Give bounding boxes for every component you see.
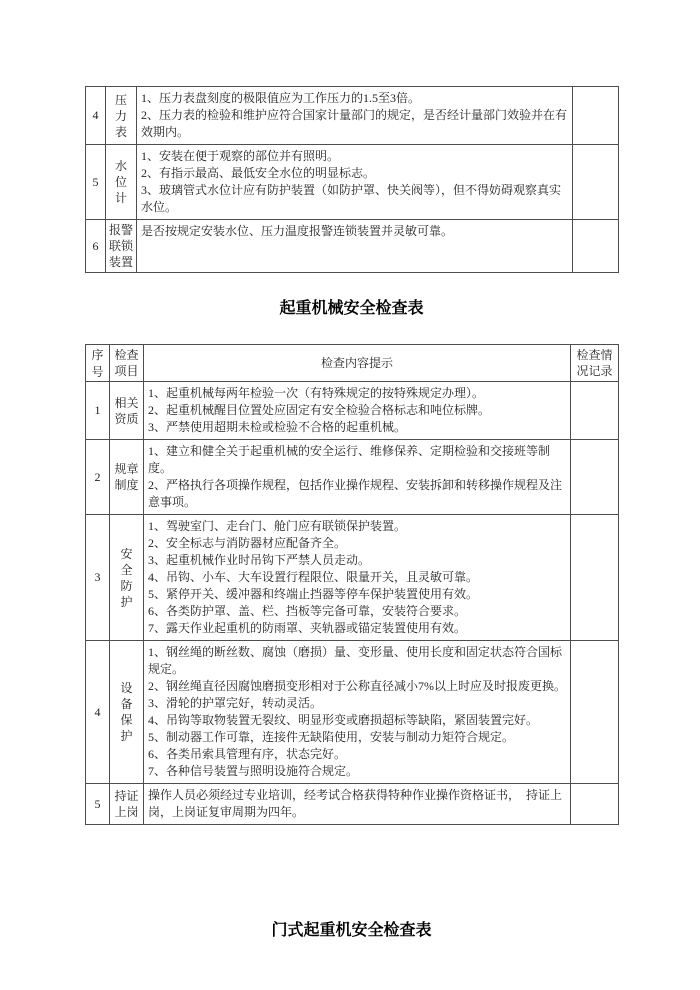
table-row xyxy=(86,145,619,220)
header-line: 序 xyxy=(91,348,104,362)
section-title-crane-checklist: 起重机械安全检查表 xyxy=(279,300,424,317)
content-line: 操作人员必须经过专业培训，经考试合格获得特种作业操作资格证书， 持证上岗，上岗证复审周期为四年。 xyxy=(148,788,563,819)
item-line: 规章 xyxy=(114,462,139,476)
record-cell xyxy=(571,784,619,825)
content-cell xyxy=(144,440,571,515)
record-cell xyxy=(571,440,619,515)
item-line: 资质 xyxy=(114,411,139,426)
content-line: 是否按规定安装水位、压力温度报警连锁装置并灵敏可靠。 xyxy=(141,224,454,238)
table-row xyxy=(86,87,619,145)
content-line: 3、严禁使用超期未检或检验不合格的起重机械。 xyxy=(148,420,407,434)
item-cell xyxy=(110,641,144,784)
header-line: 号 xyxy=(91,365,104,379)
item-line: 护 xyxy=(120,729,133,743)
content-line: 4、吊钩、小车、大车设置行程限位、限量开关，且灵敏可靠。 xyxy=(148,570,479,584)
content-line: 2、起重机械醒目位置处应固定有安全检验合格标志和吨位标牌。 xyxy=(148,403,491,417)
content-line: 3、滑轮的护罩完好，转动灵活。 xyxy=(148,696,323,710)
table-row xyxy=(86,515,619,641)
item-line: 保 xyxy=(120,713,133,727)
item-line: 持证 xyxy=(114,789,139,803)
content-cell xyxy=(137,220,573,273)
content-line: 2、压力表的检验和维护应符合国家计量部门的规定，是否经计量部门效验并在有效期内。 xyxy=(141,108,568,139)
row-number-cell: 1 xyxy=(86,382,110,440)
item-line: 相关 xyxy=(114,395,139,410)
header-item-cell xyxy=(110,345,144,382)
section-title-gantry-checklist: 门式起重机安全检查表 xyxy=(271,922,432,939)
item-line: 装置 xyxy=(108,255,133,269)
item-line: 设 xyxy=(120,681,133,695)
content-line: 3、玻璃管式水位计应有防护装置（如防护罩、快关阀等），但不得妨碍观察真实水位。 xyxy=(141,183,562,214)
item-line: 全 xyxy=(120,562,133,577)
table-header-row xyxy=(86,345,619,382)
table-row xyxy=(86,220,619,273)
record-cell xyxy=(573,220,619,273)
item-line: 上岗 xyxy=(114,805,139,819)
row-number-cell: 2 xyxy=(86,440,110,515)
content-line: 2、钢丝绳直径因腐蚀磨损变形相对于公称直径减小7%以上时应及时报废更换。 xyxy=(148,679,566,693)
content-line: 1、压力表盘刻度的极限值应为工作压力的1.5至3倍。 xyxy=(141,91,421,105)
item-line: 表 xyxy=(114,124,127,139)
row-number-cell: 4 xyxy=(86,87,106,145)
content-line: 1、起重机械每两年检验一次（有特殊规定的按特殊规定办理）。 xyxy=(148,386,485,400)
content-line: 2、严格执行各项操作规程，包括作业操作规程、安装拆卸和转移操作规程及注意事项。 xyxy=(148,478,563,509)
item-line: 制度 xyxy=(114,478,139,492)
item-line: 计 xyxy=(114,191,127,205)
header-line: 检查情 xyxy=(576,348,613,362)
content-line: 2、有指示最高、最低安全水位的明显标志。 xyxy=(141,166,376,180)
item-line: 水 xyxy=(114,159,127,173)
record-cell xyxy=(573,145,619,220)
header-line: 项目 xyxy=(114,364,139,378)
content-line: 5、紧停开关、缓冲器和终端止挡器等停车保护装置使用有效。 xyxy=(148,587,479,601)
item-cell xyxy=(110,382,144,440)
content-line: 7、露天作业起重机的防雨罩、夹轨器或锚定装置使用有效。 xyxy=(148,621,467,635)
header-line: 检查 xyxy=(114,348,139,362)
header-content-cell: 检查内容提示 xyxy=(144,345,571,382)
item-line: 压 xyxy=(114,92,127,107)
record-cell xyxy=(571,515,619,641)
item-line: 安 xyxy=(120,546,133,561)
item-cell xyxy=(106,220,137,273)
content-cell xyxy=(144,515,571,641)
item-cell xyxy=(110,440,144,515)
content-cell xyxy=(137,145,573,220)
item-line: 位 xyxy=(114,175,127,189)
item-line: 防 xyxy=(120,578,133,593)
content-line: 6、各类防护罩、盖、栏、挡板等完备可靠，安装符合要求。 xyxy=(148,604,467,618)
header-line: 况记录 xyxy=(576,364,613,378)
crane-checklist-table xyxy=(85,344,619,825)
content-line: 2、安全标志与消防器材应配备齐全。 xyxy=(148,536,347,550)
boiler-checklist-continuation-table xyxy=(85,86,619,273)
row-number-cell: 5 xyxy=(86,784,110,825)
item-line: 力 xyxy=(114,108,127,123)
content-line: 4、吊钩等取物装置无裂纹、明显形变或磨损超标等缺陷，紧固装置完好。 xyxy=(148,713,539,727)
record-cell xyxy=(571,382,619,440)
header-record-cell xyxy=(571,345,619,382)
item-cell xyxy=(106,145,137,220)
item-cell xyxy=(110,784,144,825)
item-line: 备 xyxy=(120,697,133,711)
content-line: 7、各种信号装置与照明设施符合规定。 xyxy=(148,764,359,778)
content-cell xyxy=(144,382,571,440)
content-line: 3、起重机械作业时吊钩下严禁人员走动。 xyxy=(148,553,371,567)
content-line: 6、各类吊索具管理有序，状态完好。 xyxy=(148,747,347,761)
table-row xyxy=(86,440,619,515)
row-number-cell: 5 xyxy=(86,145,106,220)
header-no-cell xyxy=(86,345,110,382)
content-cell xyxy=(144,641,571,784)
item-cell xyxy=(106,87,137,145)
item-line: 联锁 xyxy=(108,239,133,253)
item-line: 报警 xyxy=(108,223,133,237)
row-number-cell: 6 xyxy=(86,220,106,273)
content-line: 1、建立和健全关于起重机械的安全运行、维修保养、定期检验和交接班等制度。 xyxy=(148,444,551,475)
table-row xyxy=(86,784,619,825)
content-line: 1、安装在便于观察的部位并有照明。 xyxy=(141,149,340,163)
content-line: 1、钢丝绳的断丝数、腐蚀（磨损）量、变形量、使用长度和固定状态符合国标规定。 xyxy=(148,645,563,676)
table-row xyxy=(86,641,619,784)
content-cell xyxy=(144,784,571,825)
table-row xyxy=(86,382,619,440)
content-line: 5、制动器工作可靠，连接件无缺陷使用，安装与制动力矩符合规定。 xyxy=(148,730,515,744)
item-cell xyxy=(110,515,144,641)
record-cell xyxy=(573,87,619,145)
row-number-cell: 4 xyxy=(86,641,110,784)
item-line: 护 xyxy=(120,594,133,609)
record-cell xyxy=(571,641,619,784)
document-page xyxy=(85,86,618,940)
content-cell xyxy=(137,87,573,145)
row-number-cell: 3 xyxy=(86,515,110,641)
content-line: 1、驾驶室门、走台门、舱门应有联锁保护装置。 xyxy=(148,519,407,533)
